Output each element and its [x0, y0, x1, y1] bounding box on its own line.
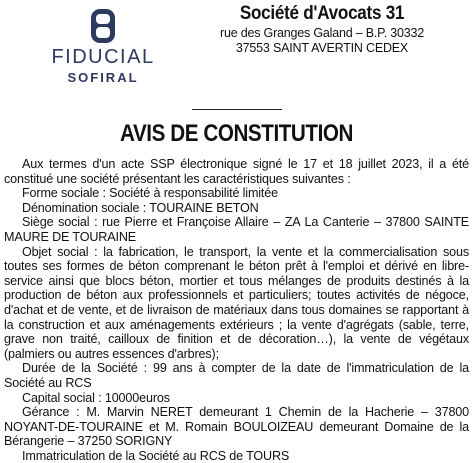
paragraph-denomination: Dénomination sociale : TOURAINE BETON	[22, 200, 259, 215]
paragraph-capital: Capital social : 10000euros	[22, 390, 170, 405]
paragraph-immatriculation: Immatriculation de la Société au RCS de TOURS	[22, 448, 290, 463]
paragraph-siege-social: Siège social : rue Pierre et Françoise Allaire – ZA La Canterie – 37800 SAINTE MAURE DE TOURAINE	[4, 215, 469, 244]
firm-address-line-2: 37553 SAINT AVERTIN CEDEX	[235, 41, 409, 55]
fiducial-logo-icon	[88, 8, 118, 44]
notice-title: AVIS DE CONSTITUTION	[120, 120, 353, 147]
paragraph-objet-social: Objet social : la fabrication, le transport, la vente et la commercialisation sous toutes ses formes de béton comprenant le béton prêt à l'emploi et dérivé en libre-service ainsi que blocs béton, mortier et tous mélanges de produits destinés à la production de béton aux professionnels et particuliers; toutes activités de négoce, d'achat et de vente, et de livraison de matériaux dans tous domaines se rapportant à la construction et aux aménagements extérieurs ; la vente d'agrégats (sable, terre, grave non traité, cailloux de finition et de décoration…), la vente de végétaux (palmiers ou autres essences d'arbres);	[4, 244, 469, 361]
paragraph-intro: Aux termes d'un acte SSP électronique signé le 17 et 18 juillet 2023, il a été constitué une société présentant les caractéristiques suivantes :	[4, 157, 469, 186]
firm-header	[196, 2, 448, 56]
firm-address-line-1: rue des Granges Galand – B.P. 30332	[219, 26, 425, 40]
separator-rule	[192, 109, 282, 110]
paragraph-gerance: Gérance : M. Marvin NERET demeurant 1 Chemin de la Hacherie – 37800 NOYANT-DE-TOURAINE et M. Romain BOULOIZEAU demeurant Domaine de la Bérangerie – 37250 SORIGNY	[4, 405, 469, 449]
paragraph-forme-sociale: Forme sociale : Société à responsabilité limitée	[22, 186, 278, 201]
logo-subtitle: SOFIRAL	[67, 70, 139, 85]
fiducial-logo	[38, 8, 168, 86]
paragraph-duree: Durée de la Société : 99 ans à compter de la date de l'immatriculation de la Société au RCS	[4, 361, 469, 390]
logo-name: FIDUCIAL	[51, 46, 155, 68]
firm-name: Société d'Avocats 31	[239, 3, 405, 24]
notice-body	[4, 157, 469, 463]
